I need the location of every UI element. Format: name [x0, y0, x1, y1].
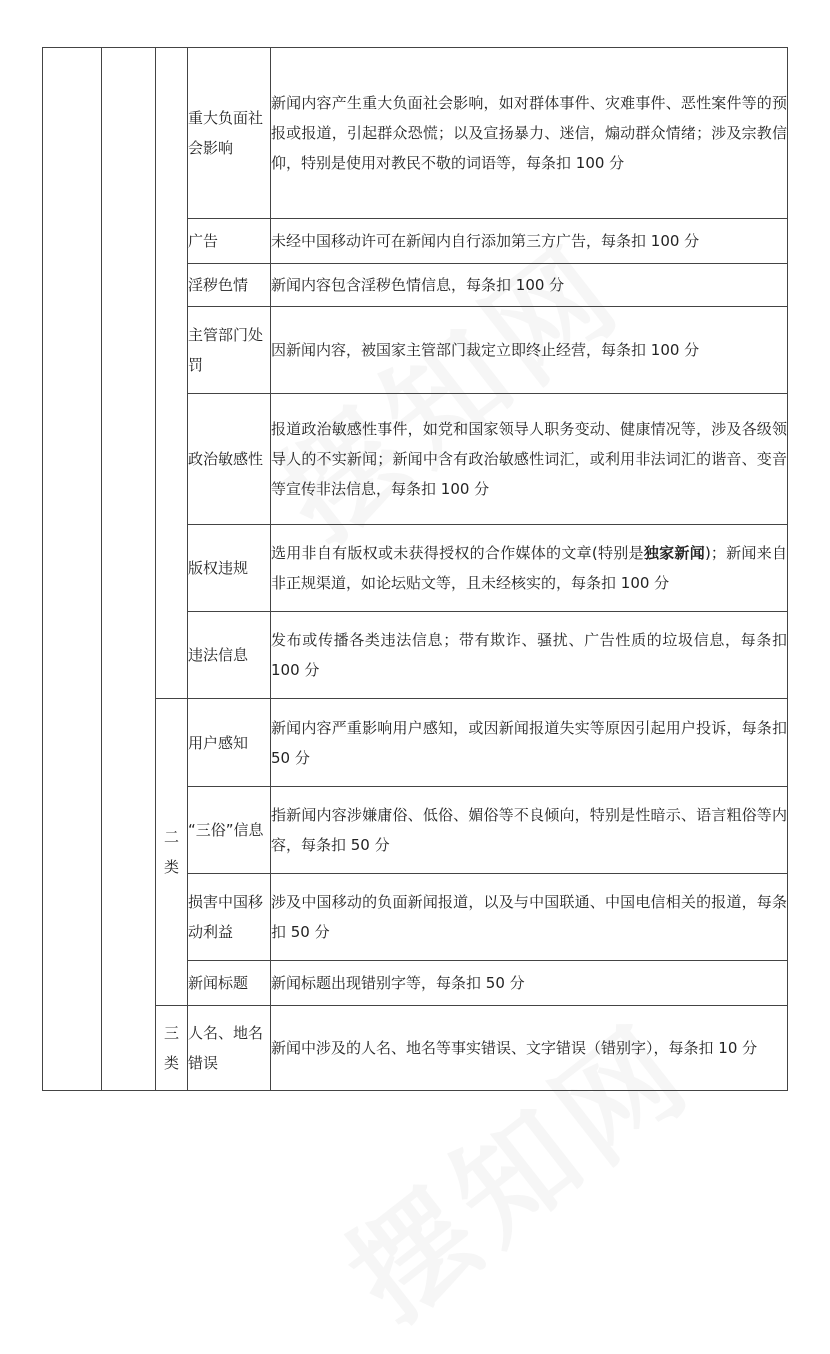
category-cell: 损害中国移动利益 — [188, 874, 271, 961]
exclusive-news-bold: 独家新闻 — [643, 544, 705, 562]
description-cell: 未经中国移动许可在新闻内自行添加第三方广告，每条扣 100 分 — [271, 219, 788, 264]
copyright-text-a: 选用非自有版权或未获得授权的合作媒体的文章(特别是 — [271, 544, 644, 562]
description-cell: 新闻内容严重影响用户感知，或因新闻报道失实等原因引起用户投诉，每条扣 50 分 — [271, 699, 788, 787]
class-three-cell — [156, 1006, 188, 1091]
category-cell: 用户感知 — [188, 699, 271, 787]
category-cell: “三俗”信息 — [188, 787, 271, 874]
class-three-char-1: 三 — [163, 1024, 179, 1042]
description-cell: 涉及中国移动的负面新闻报道，以及与中国联通、中国电信相关的报道，每条扣 50 分 — [271, 874, 788, 961]
deduction-rules-table — [42, 47, 788, 1091]
description-cell — [271, 525, 788, 612]
category-cell: 政治敏感性 — [188, 394, 271, 525]
description-cell: 新闻内容产生重大负面社会影响，如对群体事件、灾难事件、恶性案件等的预报或报道，引起群众恐慌；以及宣扬暴力、迷信，煽动群众情绪；涉及宗教信仰，特别是使用对教民不敬的词语等，每条扣 100 分 — [271, 48, 788, 219]
description-cell: 因新闻内容，被国家主管部门裁定立即终止经营，每条扣 100 分 — [271, 307, 788, 394]
description-cell: 新闻中涉及的人名、地名等事实错误、文字错误（错别字），每条扣 10 分 — [271, 1006, 788, 1091]
description-cell: 发布或传播各类违法信息；带有欺诈、骚扰、广告性质的垃圾信息，每条扣 100 分 — [271, 612, 788, 699]
description-cell: 新闻内容包含淫秽色情信息，每条扣 100 分 — [271, 264, 788, 307]
class-three-char-2: 类 — [163, 1054, 179, 1072]
blank-column-1 — [43, 48, 102, 1091]
category-cell: 人名、地名错误 — [188, 1006, 271, 1091]
copyright-text-b: )；新闻来自非正规渠道，如论坛贴文等，且未经核实的，每条扣 100 分 — [271, 544, 787, 592]
blank-column-2 — [102, 48, 156, 1091]
class-one-cell — [156, 48, 188, 699]
category-cell: 主管部门处罚 — [188, 307, 271, 394]
table-row — [43, 48, 788, 219]
category-cell: 淫秽色情 — [188, 264, 271, 307]
description-cell: 指新闻内容涉嫌庸俗、低俗、媚俗等不良倾向，特别是性暗示、语言粗俗等内容，每条扣 50 分 — [271, 787, 788, 874]
category-cell: 新闻标题 — [188, 961, 271, 1006]
class-two-char-2: 类 — [163, 858, 179, 876]
category-cell: 广告 — [188, 219, 271, 264]
class-two-char-1: 二 — [163, 828, 179, 846]
description-cell: 新闻标题出现错别字等，每条扣 50 分 — [271, 961, 788, 1006]
category-cell: 版权违规 — [188, 525, 271, 612]
category-cell: 重大负面社会影响 — [188, 48, 271, 219]
description-cell: 报道政治敏感性事件，如党和国家领导人职务变动、健康情况等，涉及各级领导人的不实新闻；新闻中含有政治敏感性词汇，或利用非法词汇的谐音、变音等宣传非法信息，每条扣 100 分 — [271, 394, 788, 525]
class-two-cell — [156, 699, 188, 1006]
category-cell: 违法信息 — [188, 612, 271, 699]
